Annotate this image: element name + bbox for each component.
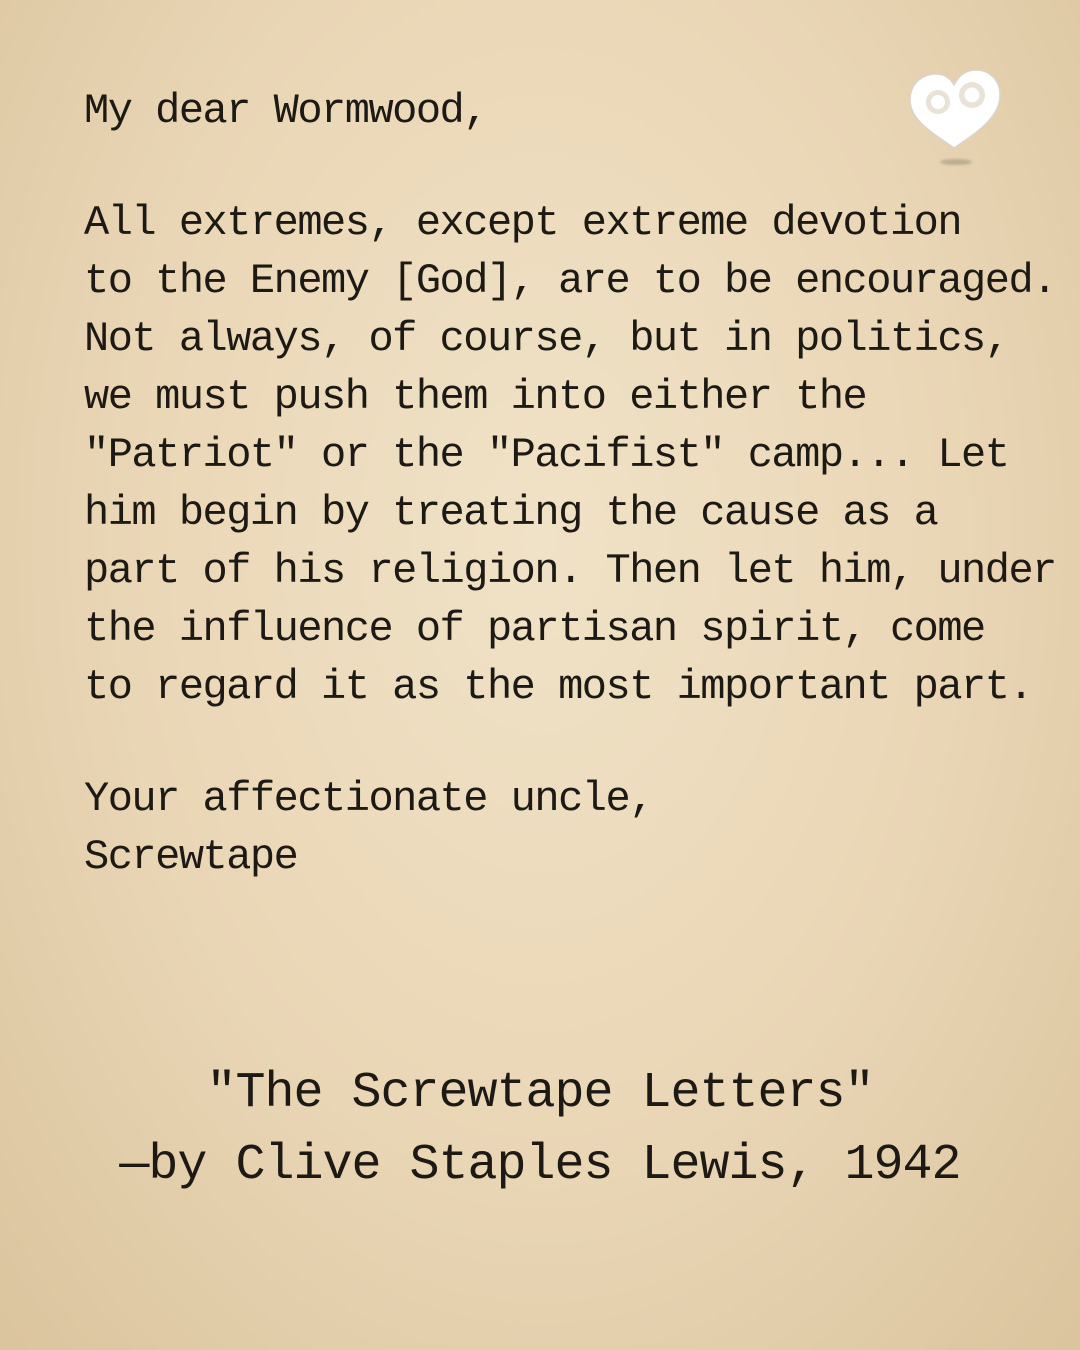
attribution [0, 1058, 1080, 1202]
salutation: My dear Wormwood, [84, 87, 487, 135]
book-title: "The Screwtape Letters" [206, 1065, 874, 1122]
heart-icon [904, 64, 1004, 168]
body-line: to regard it as the most important part. [84, 663, 1033, 711]
body-line: part of his religion. Then let him, under [84, 547, 1056, 595]
letter [84, 82, 1074, 886]
body-line: All extremes, except extreme devotion [84, 199, 962, 247]
signature: Screwtape [84, 833, 298, 881]
closing: Your affectionate uncle, [84, 775, 653, 823]
paragraph-gap [84, 716, 1074, 770]
body-line: him begin by treating the cause as a [84, 489, 938, 537]
body-line: Not always, of course, but in politics, [84, 315, 1009, 363]
body-line: to the Enemy [God], are to be encouraged. [84, 257, 1056, 305]
book-author: —by Clive Staples Lewis, 1942 [119, 1137, 961, 1194]
body-line: we must push them into either the [84, 373, 867, 421]
body-line: "Patriot" or the "Pacifist" camp... Let [84, 431, 1009, 479]
body-line: the influence of partisan spirit, come [84, 605, 985, 653]
